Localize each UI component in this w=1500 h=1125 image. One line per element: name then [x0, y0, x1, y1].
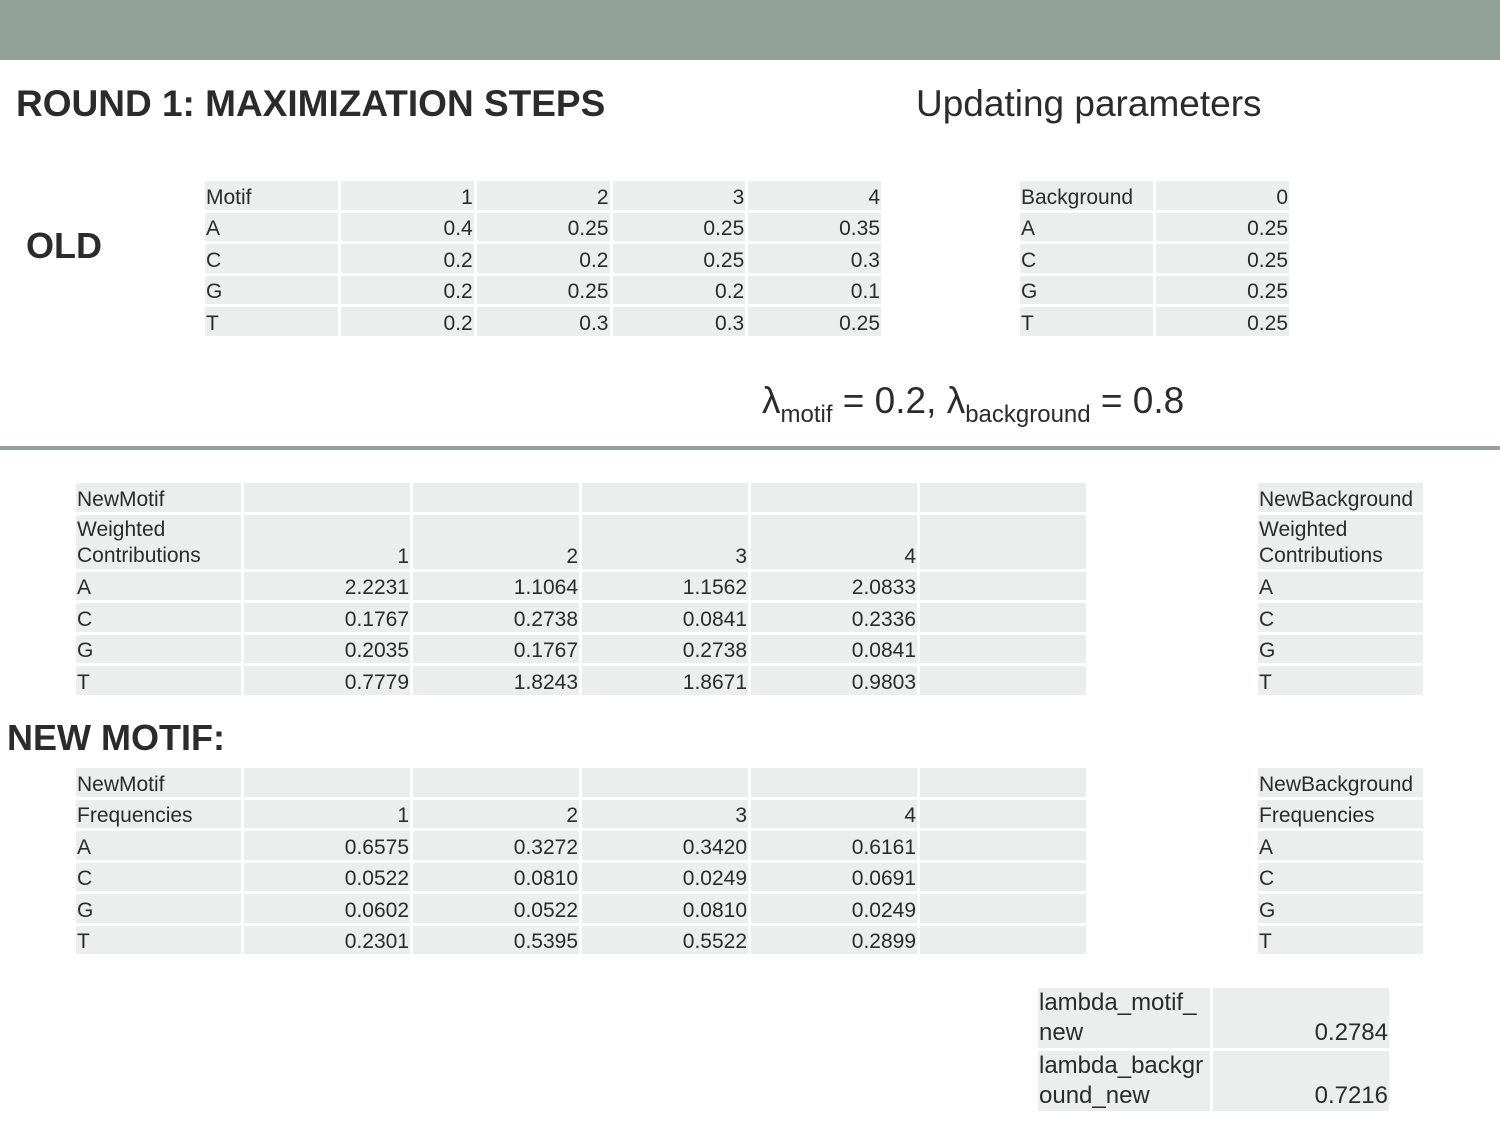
table-header-cell: 4 — [751, 515, 917, 569]
table-row — [1020, 276, 1289, 305]
table-cell: 0.5395 — [413, 926, 579, 955]
table-cell: 0.2336 — [751, 603, 917, 632]
table-cell: A — [76, 572, 241, 601]
new-motif-title: NewMotif — [76, 768, 241, 797]
table-cell: 0.3 — [477, 307, 610, 336]
table-cell: 0.0841 — [582, 603, 748, 632]
table-header-cell: Weighted Contributions — [76, 515, 241, 569]
slide-title: ROUND 1: MAXIMIZATION STEPS — [16, 83, 606, 124]
table-cell: 0.2 — [341, 244, 474, 273]
table-header-cell: 1 — [244, 800, 410, 829]
table-cell: 0.0841 — [751, 635, 917, 664]
table-cell: 0.25 — [748, 307, 881, 336]
table-header-cell: 1 — [244, 515, 410, 569]
table-gap — [1089, 483, 1255, 512]
table-cell: 0.3 — [748, 244, 881, 273]
table-gap — [1089, 515, 1255, 569]
table-cell: 1.1562 — [582, 572, 748, 601]
table-header-cell: 3 — [613, 181, 746, 210]
table-cell — [920, 768, 1086, 797]
table-cell — [244, 483, 410, 512]
table-row — [1020, 213, 1289, 242]
table-cell: C — [76, 863, 241, 892]
table-cell: G — [76, 894, 241, 923]
table-cell — [751, 768, 917, 797]
new-motif-label: NEW MOTIF: — [7, 717, 225, 758]
table-header-cell: 3 — [582, 800, 748, 829]
table-row — [205, 307, 881, 336]
table-header-row — [76, 800, 1426, 829]
table-cell — [582, 483, 748, 512]
table-header-cell: 2 — [477, 181, 610, 210]
table-cell: T — [1258, 926, 1423, 955]
table-cell: 0.0249 — [582, 863, 748, 892]
lambda-background-new-label: lambda_backgr ound_new — [1038, 1051, 1210, 1111]
table-row — [1038, 988, 1389, 1048]
lambda-background-value: = 0.8 — [1090, 380, 1185, 421]
lambda-motif-new-label: lambda_motif_ new — [1038, 988, 1210, 1048]
table-row — [76, 831, 1426, 860]
table-cell: 0.35 — [748, 213, 881, 242]
old-motif-table — [202, 178, 884, 339]
table-row — [1020, 244, 1289, 273]
table-row — [205, 244, 881, 273]
new-lambdas-table — [1035, 985, 1392, 1114]
table-row — [76, 926, 1426, 955]
table-header-cell: 3 — [582, 515, 748, 569]
table-cell: 0.3420 — [582, 831, 748, 860]
lambda-motif-value: = 0.2, — [832, 380, 947, 421]
old-background-table — [1017, 178, 1292, 339]
table-header-cell: 4 — [748, 181, 881, 210]
table-cell: 0.0522 — [413, 894, 579, 923]
table-cell: 0.25 — [1156, 307, 1289, 336]
table-cell: 0.0691 — [751, 863, 917, 892]
table-row — [1038, 1051, 1389, 1111]
lambda-motif-new-value: 0.2784 — [1213, 988, 1389, 1048]
new-background-title: NewBackground — [1258, 483, 1423, 512]
table-cell: 1.8243 — [413, 666, 579, 695]
table-cell: 0.3272 — [413, 831, 579, 860]
table-cell: 0.6161 — [751, 831, 917, 860]
table-cell — [920, 666, 1086, 695]
table-cell: A — [205, 213, 338, 242]
table-gap — [1089, 894, 1255, 923]
table-cell: 0.0249 — [751, 894, 917, 923]
table-cell: 2.2231 — [244, 572, 410, 601]
table-cell: 0.2035 — [244, 635, 410, 664]
table-gap — [1089, 926, 1255, 955]
table-cell: A — [1020, 213, 1153, 242]
table-cell: G — [1258, 894, 1423, 923]
table-cell: 0.25 — [613, 213, 746, 242]
new-motif-title: NewMotif — [76, 483, 241, 512]
table-cell: 0.2 — [613, 276, 746, 305]
old-label: OLD — [26, 225, 102, 266]
table-cell: 0.25 — [477, 276, 610, 305]
table-cell: A — [1258, 572, 1423, 601]
section-divider — [0, 446, 1500, 450]
table-header-cell: Frequencies — [1258, 800, 1423, 829]
table-cell: 0.2899 — [751, 926, 917, 955]
table-header-cell: Motif — [205, 181, 338, 210]
table-cell — [920, 863, 1086, 892]
table-header-row — [1020, 181, 1289, 210]
table-cell: C — [1020, 244, 1153, 273]
table-header-cell: Frequencies — [76, 800, 241, 829]
table-row — [76, 572, 1426, 601]
table-cell: 0.6575 — [244, 831, 410, 860]
table-gap — [1089, 768, 1255, 797]
table-cell — [920, 800, 1086, 829]
table-cell — [920, 831, 1086, 860]
table-header-row — [205, 181, 881, 210]
table-cell: 0.1 — [748, 276, 881, 305]
header-bar — [0, 0, 1500, 60]
table-cell: 0.25 — [613, 244, 746, 273]
table-row — [205, 276, 881, 305]
table-cell: 0.2738 — [582, 635, 748, 664]
table-cell — [582, 768, 748, 797]
table-header-cell: 2 — [413, 800, 579, 829]
table-cell: 0.0810 — [413, 863, 579, 892]
slide-subtitle: Updating parameters — [916, 83, 1262, 124]
table-cell: 0.25 — [1156, 244, 1289, 273]
table-cell — [920, 635, 1086, 664]
table-header-cell: Background — [1020, 181, 1153, 210]
table-cell: C — [205, 244, 338, 273]
lambda-background-subscript: background — [965, 401, 1091, 428]
table-cell: 0.1767 — [244, 603, 410, 632]
table-cell: A — [1258, 831, 1423, 860]
table-cell: T — [1020, 307, 1153, 336]
table-cell: T — [76, 666, 241, 695]
table-cell: T — [76, 926, 241, 955]
table-row — [1020, 307, 1289, 336]
table-cell: T — [205, 307, 338, 336]
table-cell: C — [1258, 863, 1423, 892]
new-background-title: NewBackground — [1258, 768, 1423, 797]
table-cell — [920, 926, 1086, 955]
table-cell: 0.25 — [1156, 213, 1289, 242]
table-row — [76, 863, 1426, 892]
table-cell: 0.3 — [613, 307, 746, 336]
table-gap — [1089, 635, 1255, 664]
table-cell: A — [76, 831, 241, 860]
table-cell — [920, 515, 1086, 569]
lambda-background-new-value: 0.7216 — [1213, 1051, 1389, 1111]
table-cell — [413, 768, 579, 797]
table-header-cell: 1 — [341, 181, 474, 210]
table-cell — [413, 483, 579, 512]
table-cell: 0.0810 — [582, 894, 748, 923]
table-header-cell: Weighted Contributions — [1258, 515, 1423, 569]
table-gap — [1089, 863, 1255, 892]
table-title-row — [76, 768, 1426, 797]
frequencies-table — [73, 765, 1429, 957]
table-cell: 0.2 — [341, 276, 474, 305]
table-cell: C — [76, 603, 241, 632]
table-cell: G — [1258, 635, 1423, 664]
table-title-row — [76, 483, 1426, 512]
table-row — [205, 213, 881, 242]
table-cell — [244, 768, 410, 797]
table-cell: 0.0522 — [244, 863, 410, 892]
table-cell: 0.25 — [477, 213, 610, 242]
table-cell — [920, 603, 1086, 632]
table-cell: 0.7779 — [244, 666, 410, 695]
table-gap — [1089, 572, 1255, 601]
table-cell: G — [76, 635, 241, 664]
table-gap — [1089, 603, 1255, 632]
table-cell: G — [1020, 276, 1153, 305]
table-header-cell: 0 — [1156, 181, 1289, 210]
table-row — [76, 635, 1426, 664]
table-cell: 0.9803 — [751, 666, 917, 695]
table-cell: 1.1064 — [413, 572, 579, 601]
table-cell: 1.8671 — [582, 666, 748, 695]
table-cell: 0.0602 — [244, 894, 410, 923]
table-cell: 0.5522 — [582, 926, 748, 955]
table-cell: 0.2301 — [244, 926, 410, 955]
table-gap — [1089, 800, 1255, 829]
table-cell: 0.2 — [341, 307, 474, 336]
table-cell — [920, 572, 1086, 601]
table-cell — [751, 483, 917, 512]
lambda-parameters — [762, 376, 1184, 440]
table-gap — [1089, 831, 1255, 860]
table-cell: 0.2 — [477, 244, 610, 273]
table-cell: C — [1258, 603, 1423, 632]
table-row — [76, 666, 1426, 695]
lambda-motif-subscript: motif — [780, 401, 833, 428]
table-header-cell: 4 — [751, 800, 917, 829]
weighted-contributions-table — [73, 480, 1429, 698]
table-header-row — [76, 515, 1426, 569]
table-cell: 0.1767 — [413, 635, 579, 664]
table-cell: 0.25 — [1156, 276, 1289, 305]
table-cell: 0.4 — [341, 213, 474, 242]
lambda-symbol: λ — [946, 380, 966, 421]
table-gap — [1089, 666, 1255, 695]
table-row — [76, 894, 1426, 923]
table-row — [76, 603, 1426, 632]
table-cell: 0.2738 — [413, 603, 579, 632]
table-cell: 2.0833 — [751, 572, 917, 601]
table-cell — [920, 483, 1086, 512]
table-cell: T — [1258, 666, 1423, 695]
lambda-symbol: λ — [762, 380, 781, 421]
table-cell: G — [205, 276, 338, 305]
table-cell — [920, 894, 1086, 923]
table-header-cell: 2 — [413, 515, 579, 569]
